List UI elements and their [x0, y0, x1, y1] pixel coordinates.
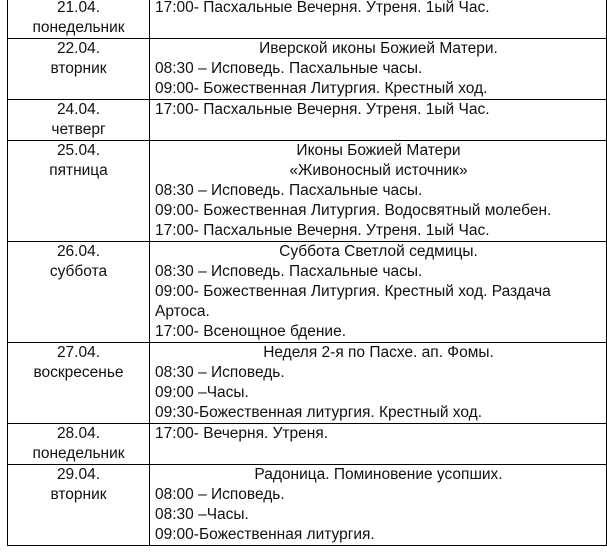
events-cell [150, 424, 607, 465]
service-entry: 08:00 – Исповедь. [155, 486, 285, 503]
service-entry: 17:00- Пасхальные Вечерня. Утреня. 1ый Час. [155, 101, 490, 118]
weekday-label: понедельник [32, 445, 125, 462]
date-cell [8, 242, 150, 343]
service-entry: 08:30 – Исповедь. Пасхальные часы. [155, 60, 423, 77]
events-cell [150, 0, 607, 39]
date-cell [8, 0, 150, 39]
date-label: 24.04. [56, 101, 101, 118]
date-label: 26.04. [56, 243, 101, 260]
feast-heading: Суббота Светлой седмицы. [279, 243, 478, 260]
date-label: 25.04. [56, 142, 101, 159]
date-cell [8, 39, 150, 100]
weekday-label: пятница [49, 162, 108, 179]
service-entry: 08:30 – Исповедь. Пасхальные часы. [155, 263, 423, 280]
service-entry: 17:00- Вечерня. Утреня. [155, 425, 329, 442]
date-cell [8, 100, 150, 141]
schedule-row [8, 0, 607, 39]
service-entry: 17:00- Пасхальные Вечерня. Утреня. 1ый Час. [155, 222, 490, 239]
service-entry: 09:30-Божественная литургия. Крестный ход. [155, 404, 483, 421]
weekday-label: суббота [49, 263, 108, 280]
service-entry: 08:30 – Исповедь. Пасхальные часы. [155, 182, 423, 199]
schedule-row [8, 100, 607, 141]
feast-heading: «Живоносный источник» [289, 162, 468, 179]
events-cell [150, 343, 607, 424]
feast-heading: Радоница. Поминовение усопших. [254, 466, 503, 483]
service-entry: 17:00- Всенощное бдение. [155, 323, 346, 340]
service-entry: 08:30 – Исповедь. [155, 364, 285, 381]
schedule-row [8, 141, 607, 242]
schedule-row [8, 343, 607, 424]
schedule-row [8, 242, 607, 343]
date-cell [8, 465, 150, 546]
date-cell [8, 424, 150, 465]
date-label: 22.04. [56, 40, 101, 57]
schedule-row [8, 39, 607, 100]
weekday-label: вторник [50, 486, 107, 503]
date-cell [8, 343, 150, 424]
weekday-label: воскресенье [33, 364, 124, 381]
feast-heading: Неделя 2-я по Пасхе. ап. Фомы. [263, 344, 494, 361]
date-label: 29.04. [56, 466, 101, 483]
service-entry: 09:00- Божественная Литургия. Крестный ход. [155, 80, 488, 97]
schedule-row [8, 465, 607, 546]
service-entry: 09:00-Божественная литургия. [155, 526, 375, 543]
date-cell [8, 141, 150, 242]
schedule-body [8, 0, 607, 546]
events-cell [150, 242, 607, 343]
service-entry: 08:30 –Часы. [155, 506, 249, 523]
schedule-row [8, 424, 607, 465]
feast-heading: Иверской иконы Божией Матери. [259, 40, 498, 57]
weekday-label: вторник [50, 60, 107, 77]
date-label: 28.04. [56, 425, 101, 442]
events-cell [150, 39, 607, 100]
service-schedule-table [7, 0, 607, 546]
feast-heading: Иконы Божией Матери [296, 142, 461, 159]
date-label: 27.04. [56, 344, 101, 361]
service-entry: 09:00 –Часы. [155, 384, 249, 401]
service-entry: 09:00- Божественная Литургия. Крестный ход. Раздача Артоса. [155, 283, 551, 320]
service-entry: 17:00- Пасхальные Вечерня. Утреня. 1ый Час. [155, 0, 490, 16]
events-cell [150, 465, 607, 546]
date-label: 21.04. [56, 0, 101, 16]
events-cell [150, 141, 607, 242]
weekday-label: понедельник [32, 19, 125, 36]
events-cell [150, 100, 607, 141]
weekday-label: четверг [51, 121, 106, 138]
service-entry: 09:00- Божественная Литургия. Водосвятный молебен. [155, 202, 552, 219]
